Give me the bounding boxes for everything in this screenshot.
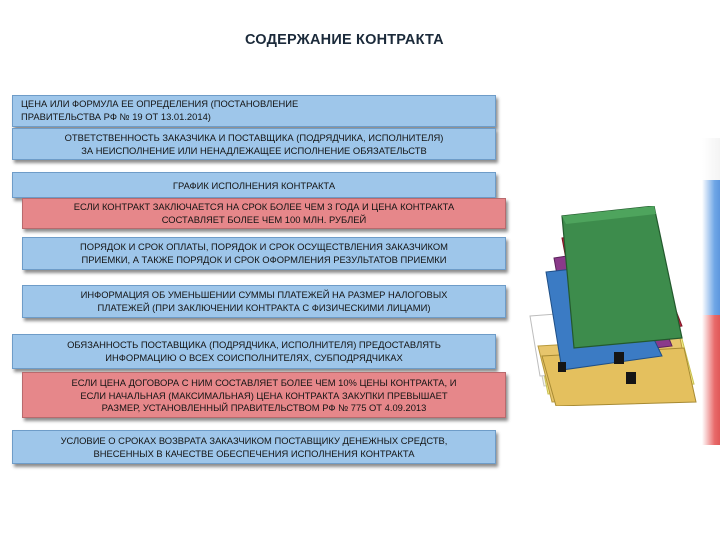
flag-white-stripe <box>702 138 720 180</box>
block-text-line: ВНЕСЕННЫХ В КАЧЕСТВЕ ОБЕСПЕЧЕНИЯ ИСПОЛНЕНИЯ КОНТРАКТА <box>93 447 415 459</box>
block-text-line: ГРАФИК ИСПОЛНЕНИЯ КОНТРАКТА <box>172 180 336 191</box>
block-text-line: ЦЕНА ИЛИ ФОРМУЛА ЕЕ ОПРЕДЕЛЕНИЯ (ПОСТАНОВЛЕНИЕ <box>21 98 299 109</box>
block-text-line: УСЛОВИЕ О СРОКАХ ВОЗВРАТА ЗАКАЗЧИКОМ ПОСТАВЩИКУ ДЕНЕЖНЫХ СРЕДСТВ, <box>60 435 448 446</box>
block-text-line: ОБЯЗАННОСТЬ ПОСТАВЩИКА (ПОДРЯДЧИКА, ИСПОЛНИТЕЛЯ) ПРЕДОСТАВЛЯТЬ <box>67 339 441 350</box>
block-text-line: РАЗМЕР, УСТАНОВЛЕННЫЙ ПРАВИТЕЛЬСТВОМ РФ № 775 ОТ 4.09.2013 <box>101 402 427 413</box>
deposit-return-block <box>12 430 496 464</box>
block-text-line: ОТВЕТСТВЕННОСТЬ ЗАКАЗЧИКА И ПОСТАВЩИКА (ПОДРЯДЧИКА, ИСПОЛНИТЕЛЯ) <box>64 132 444 143</box>
block-text-line: ИНФОРМАЦИЮ О ВСЕХ СОИСПОЛНИТЕЛЯХ, СУБПОДРЯДЧИКАХ <box>105 351 403 363</box>
schedule-block <box>12 172 496 198</box>
payment-order-block <box>22 237 506 270</box>
block-text-line: ЕСЛИ КОНТРАКТ ЗАКЛЮЧАЕТСЯ НА СРОК БОЛЕЕ ЧЕМ 3 ГОДА И ЦЕНА КОНТРАКТА <box>73 201 455 212</box>
condition-10-percent-block <box>22 372 506 418</box>
flag-blue-stripe <box>702 180 720 315</box>
stack-of-folders-icon <box>522 206 702 406</box>
block-text-line: ПРИЕМКИ, А ТАКЖЕ ПОРЯДОК И СРОК ОФОРМЛЕНИЯ РЕЗУЛЬТАТОВ ПРИЕМКИ <box>81 253 447 265</box>
responsibility-block <box>12 128 496 160</box>
price-formula-block <box>12 95 496 127</box>
block-text-line: СОСТАВЛЯЕТ БОЛЕЕ ЧЕМ 100 МЛН. РУБЛЕЙ <box>161 213 367 225</box>
block-text-line: ЕСЛИ НАЧАЛЬНАЯ (МАКСИМАЛЬНАЯ) ЦЕНА КОНТРАКТА ЗАКУПКИ ПРЕВЫШАЕТ <box>80 389 448 401</box>
block-text-line: ЗА НЕИСПОЛНЕНИЕ ИЛИ НЕНАДЛЕЖАЩЕЕ ИСПОЛНЕНИЕ ОБЯЗАТЕЛЬСТВ <box>81 144 427 156</box>
block-text-line: ЕСЛИ ЦЕНА ДОГОВОРА С НИМ СОСТАВЛЯЕТ БОЛЕЕ ЧЕМ 10% ЦЕНЫ КОНТРАКТА, И <box>71 377 457 388</box>
block-text-line: ПОРЯДОК И СРОК ОПЛАТЫ, ПОРЯДОК И СРОК ОСУЩЕСТВЛЕНИЯ ЗАКАЗЧИКОМ <box>80 241 448 252</box>
condition-3-years-block <box>22 198 506 229</box>
block-text-line: ИНФОРМАЦИЯ ОБ УМЕНЬШЕНИИ СУММЫ ПЛАТЕЖЕЙ НА РАЗМЕР НАЛОГОВЫХ <box>80 289 448 300</box>
flag-red-stripe <box>702 315 720 445</box>
block-text-line: ПРАВИТЕЛЬСТВА РФ № 19 ОТ 13.01.2014) <box>21 110 211 122</box>
slide-title: СОДЕРЖАНИЕ КОНТРАКТА <box>245 32 444 48</box>
tax-reduction-block <box>22 285 506 318</box>
block-text-line: ПЛАТЕЖЕЙ (ПРИ ЗАКЛЮЧЕНИИ КОНТРАКТА С ФИЗИЧЕСКИМИ ЛИЦАМИ) <box>97 301 431 313</box>
subcontractor-info-block <box>12 334 496 369</box>
